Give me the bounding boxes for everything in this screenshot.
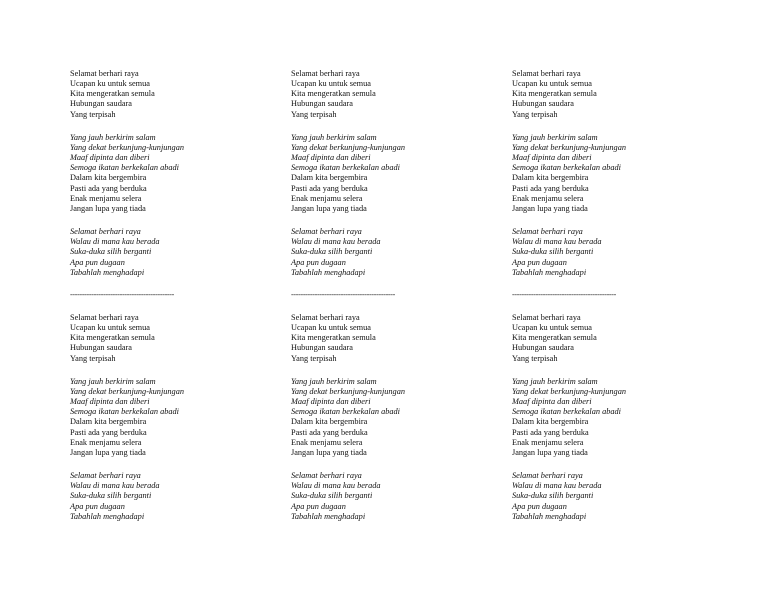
poem-line: Selamat berhari raya — [512, 69, 581, 78]
poem-line: Yang dekat berkunjung-kunjungan — [512, 142, 626, 152]
stanza-1 — [291, 313, 491, 364]
poem-line: Jangan lupa yang tiada — [70, 447, 146, 457]
poem-line: Yang dekat berkunjung-kunjungan — [70, 142, 184, 152]
poem-line: Tabahlah menghadapi — [512, 511, 587, 521]
poem-line: Selamat berhari raya — [70, 471, 141, 481]
poem-block-upper — [70, 69, 270, 278]
poem-line: Selamat berhari raya — [291, 69, 360, 78]
poem-line: Kita mengeratkan semula — [291, 89, 376, 99]
poem-line: Kita mengeratkan semula — [70, 89, 155, 99]
poem-line: Enak menjamu selera — [291, 437, 363, 447]
stanza-2 — [512, 133, 712, 214]
poem-line: Jangan lupa yang tiada — [512, 203, 588, 213]
poem-line: Enak menjamu selera — [291, 193, 363, 203]
poem-line: Dalam kita bergembira — [70, 173, 147, 183]
poem-line: Maaf dipinta dan diberi — [70, 153, 150, 163]
poem-line: Maaf dipinta dan diberi — [291, 153, 371, 163]
stanza-3 — [70, 227, 270, 278]
poem-line: Ucapan ku untuk semua — [291, 323, 371, 333]
poem-line: Maaf dipinta dan diberi — [512, 397, 592, 407]
stanza-3 — [291, 471, 491, 522]
poem-line: Semoga ikatan berkekalan abadi — [512, 163, 621, 173]
stanza-1 — [512, 69, 712, 120]
poem-line: Tabahlah menghadapi — [512, 267, 587, 277]
poem-line: Pasti ada yang berduka — [512, 183, 589, 193]
poem-block-lower — [291, 313, 491, 522]
stanza-1 — [291, 69, 491, 120]
poem-line: Enak menjamu selera — [70, 437, 142, 447]
stanza-3 — [512, 227, 712, 278]
stanza-2 — [512, 377, 712, 458]
poem-line: Enak menjamu selera — [70, 193, 142, 203]
poem-line: Selamat berhari raya — [291, 313, 360, 322]
poem-line: Semoga ikatan berkekalan abadi — [291, 407, 400, 417]
poem-block-lower — [512, 313, 712, 522]
poem-line: Yang jauh berkirim salam — [70, 132, 156, 142]
dashed-divider: -------------------------------------------- — [70, 290, 175, 299]
poem-line: Hubungan saudara — [70, 99, 132, 109]
poem-line: Semoga ikatan berkekalan abadi — [70, 407, 179, 417]
poem-line: Suka-duka silih berganti — [291, 491, 373, 501]
poem-line: Semoga ikatan berkekalan abadi — [70, 163, 179, 173]
poem-line: Hubungan saudara — [512, 343, 574, 353]
poem-line: Yang jauh berkirim salam — [512, 132, 598, 142]
poem-line: Apa pun dugaan — [70, 501, 125, 511]
poem-line: Yang jauh berkirim salam — [291, 376, 377, 386]
stanza-3 — [512, 471, 712, 522]
poem-line: Apa pun dugaan — [512, 257, 567, 267]
poem-line: Suka-duka silih berganti — [70, 491, 152, 501]
poem-line: Yang dekat berkunjung-kunjungan — [291, 386, 405, 396]
poem-line: Dalam kita bergembira — [512, 417, 589, 427]
poem-line: Semoga ikatan berkekalan abadi — [291, 163, 400, 173]
poem-line: Jangan lupa yang tiada — [512, 447, 588, 457]
poem-line: Pasti ada yang berduka — [291, 427, 368, 437]
stanza-2 — [70, 133, 270, 214]
poem-line: Dalam kita bergembira — [291, 173, 368, 183]
poem-line: Ucapan ku untuk semua — [512, 79, 592, 89]
poem-line: Pasti ada yang berduka — [291, 183, 368, 193]
poem-line: Kita mengeratkan semula — [512, 89, 597, 99]
poem-line: Hubungan saudara — [291, 343, 353, 353]
poem-line: Tabahlah menghadapi — [70, 511, 145, 521]
poem-line: Hubungan saudara — [70, 343, 132, 353]
poem-line: Suka-duka silih berganti — [512, 491, 594, 501]
stanza-2 — [70, 377, 270, 458]
poem-line: Selamat berhari raya — [291, 471, 362, 481]
poem-line: Ucapan ku untuk semua — [70, 79, 150, 89]
poem-line: Apa pun dugaan — [512, 501, 567, 511]
poem-line: Yang jauh berkirim salam — [70, 376, 156, 386]
poem-line: Walau di mana kau berada — [512, 237, 602, 247]
poem-line: Yang terpisah — [512, 353, 558, 363]
poem-line: Yang terpisah — [512, 109, 558, 119]
poem-line: Apa pun dugaan — [291, 501, 346, 511]
poem-line: Selamat berhari raya — [512, 227, 583, 237]
poem-line: Yang terpisah — [70, 353, 116, 363]
poem-line: Selamat berhari raya — [70, 69, 139, 78]
stanza-1 — [70, 313, 270, 364]
poem-line: Suka-duka silih berganti — [291, 247, 373, 257]
poem-line: Dalam kita bergembira — [291, 417, 368, 427]
poem-line: Kita mengeratkan semula — [512, 333, 597, 343]
poem-line: Yang terpisah — [291, 353, 337, 363]
poem-line: Yang dekat berkunjung-kunjungan — [291, 142, 405, 152]
poem-line: Selamat berhari raya — [70, 313, 139, 322]
poem-line: Tabahlah menghadapi — [291, 511, 366, 521]
dashed-divider: -------------------------------------------- — [291, 290, 396, 299]
poem-line: Dalam kita bergembira — [70, 417, 147, 427]
poem-line: Yang dekat berkunjung-kunjungan — [70, 386, 184, 396]
poem-block-upper — [512, 69, 712, 278]
poem-line: Walau di mana kau berada — [291, 237, 381, 247]
poem-line: Yang jauh berkirim salam — [512, 376, 598, 386]
poem-line: Enak menjamu selera — [512, 437, 584, 447]
poem-line: Hubungan saudara — [512, 99, 574, 109]
poem-line: Ucapan ku untuk semua — [291, 79, 371, 89]
poem-line: Jangan lupa yang tiada — [291, 447, 367, 457]
poem-line: Yang jauh berkirim salam — [291, 132, 377, 142]
poem-line: Selamat berhari raya — [512, 471, 583, 481]
poem-line: Maaf dipinta dan diberi — [70, 397, 150, 407]
stanza-3 — [70, 471, 270, 522]
stanza-1 — [512, 313, 712, 364]
poem-line: Apa pun dugaan — [70, 257, 125, 267]
poem-line: Walau di mana kau berada — [512, 481, 602, 491]
poem-line: Suka-duka silih berganti — [512, 247, 594, 257]
poem-line: Dalam kita bergembira — [512, 173, 589, 183]
poem-line: Ucapan ku untuk semua — [512, 323, 592, 333]
poem-line: Yang terpisah — [70, 109, 116, 119]
poem-line: Selamat berhari raya — [70, 227, 141, 237]
poem-line: Pasti ada yang berduka — [70, 183, 147, 193]
stanza-1 — [70, 69, 270, 120]
poem-line: Jangan lupa yang tiada — [291, 203, 367, 213]
poem-line: Hubungan saudara — [291, 99, 353, 109]
poem-line: Apa pun dugaan — [291, 257, 346, 267]
poem-line: Maaf dipinta dan diberi — [291, 397, 371, 407]
poem-line: Kita mengeratkan semula — [70, 333, 155, 343]
poem-line: Pasti ada yang berduka — [70, 427, 147, 437]
poem-line: Yang terpisah — [291, 109, 337, 119]
poem-line: Jangan lupa yang tiada — [70, 203, 146, 213]
poem-line: Ucapan ku untuk semua — [70, 323, 150, 333]
poem-line: Yang dekat berkunjung-kunjungan — [512, 386, 626, 396]
poem-line: Suka-duka silih berganti — [70, 247, 152, 257]
poem-block-upper — [291, 69, 491, 278]
poem-line: Tabahlah menghadapi — [70, 267, 145, 277]
poem-line: Tabahlah menghadapi — [291, 267, 366, 277]
poem-line: Walau di mana kau berada — [70, 237, 160, 247]
poem-line: Walau di mana kau berada — [291, 481, 381, 491]
poem-line: Maaf dipinta dan diberi — [512, 153, 592, 163]
dashed-divider: -------------------------------------------- — [512, 290, 617, 299]
poem-line: Pasti ada yang berduka — [512, 427, 589, 437]
poem-line: Selamat berhari raya — [512, 313, 581, 322]
poem-line: Enak menjamu selera — [512, 193, 584, 203]
stanza-2 — [291, 133, 491, 214]
poem-line: Selamat berhari raya — [291, 227, 362, 237]
poem-line: Kita mengeratkan semula — [291, 333, 376, 343]
stanza-3 — [291, 227, 491, 278]
stanza-2 — [291, 377, 491, 458]
poem-block-lower — [70, 313, 270, 522]
poem-line: Walau di mana kau berada — [70, 481, 160, 491]
poem-line: Semoga ikatan berkekalan abadi — [512, 407, 621, 417]
